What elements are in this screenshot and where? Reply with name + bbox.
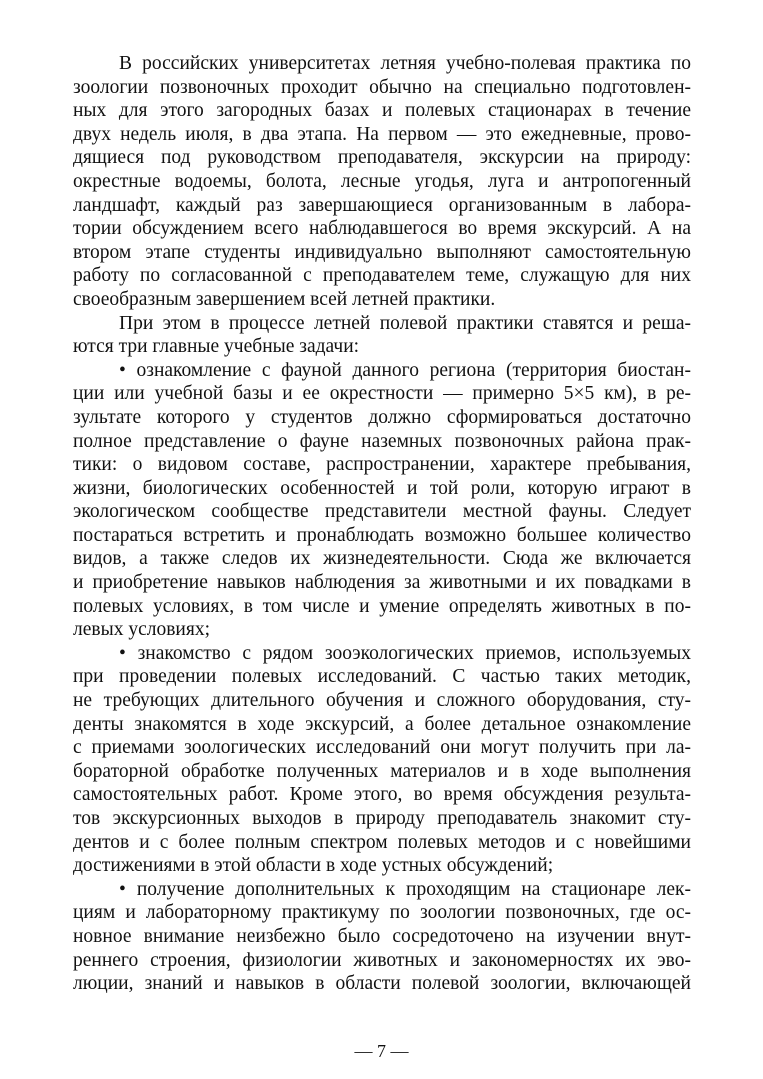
text-line: зультате которого у студентов должно сформироваться достаточно <box>73 406 691 428</box>
paragraph-tasks-intro <box>73 312 691 359</box>
list-item-fauna <box>73 359 691 642</box>
text-line: втором этапе студенты индивидуально выполняют самостоятельную <box>73 241 691 263</box>
page-number: — 7 — <box>354 1041 409 1061</box>
text-line: бораторной обработке полученных материалов и в ходе выполнения <box>73 760 691 782</box>
text-line: реннего строения, физиологии животных и закономерностях их эво- <box>73 949 691 971</box>
text-line: полевых условиях, в том числе и умение определять животных в по- <box>73 595 691 617</box>
page-body <box>73 52 691 996</box>
text-line: • знакомство с рядом зооэкологических приемов, используемых <box>119 642 691 664</box>
text-line: двух недель июля, в два этапа. На первом — это ежедневные, прово- <box>73 123 691 145</box>
text-line: • получение дополнительных к проходящим на стационаре лек- <box>119 878 691 900</box>
text-line: ландшафт, каждый раз завершающиеся организованным в лабора- <box>73 194 691 216</box>
text-line: работу по согласованной с преподавателем теме, служащую для них <box>73 265 691 287</box>
text-line: ных для этого загородных базах и полевых стационарах в течение <box>73 100 691 122</box>
paragraph-intro <box>73 52 691 312</box>
text-line: новное внимание неизбежно было сосредоточено на изучении внут- <box>73 925 691 947</box>
text-line: жизни, биологических особенностей и той роли, которую играют в <box>73 477 691 499</box>
list-item-methods <box>73 642 691 878</box>
text-line: люции, знаний и навыков в области полевой зоологии, включающей <box>73 973 691 995</box>
text-line: полное представление о фауне наземных позвоночных района прак- <box>73 430 691 452</box>
text-line: при проведении полевых исследований. С частью таких методик, <box>73 666 691 688</box>
text-line: • ознакомление с фауной данного региона (территория биостан- <box>119 359 691 381</box>
text-line: При этом в процессе летней полевой практики ставятся и реша- <box>119 312 691 334</box>
text-line: экологическом сообществе представители местной фауны. Следует <box>73 501 691 523</box>
text-line: тории обсуждением всего наблюдавшегося во время экскурсий. А на <box>73 218 691 240</box>
text-line: циям и лабораторному практикуму по зоологии позвоночных, где ос- <box>73 902 691 924</box>
text-line: тики: о видовом составе, распространении, характере пребывания, <box>73 454 691 476</box>
text-line: окрестные водоемы, болота, лесные угодья, луга и антропогенный <box>73 170 691 192</box>
text-line: своеобразным завершением всей летней практики. <box>73 288 496 310</box>
text-line: ются три главные учебные задачи: <box>73 336 360 358</box>
text-line: дентов и с более полным спектром полевых методов и с новейшими <box>73 831 691 853</box>
text-line: левых условиях; <box>73 619 210 641</box>
text-line: зоологии позвоночных проходит обычно на специально подготовлен- <box>73 76 691 98</box>
text-line: ции или учебной базы и ее окрестности — примерно 5×5 км), в ре- <box>73 383 691 405</box>
text-line: денты знакомятся в ходе экскурсий, а более детальное ознакомление <box>73 713 691 735</box>
text-line: постараться встретить и пронаблюдать возможно большее количество <box>73 524 691 546</box>
text-line: видов, а также следов их жизнедеятельности. Сюда же включается <box>73 548 691 570</box>
text-line: с приемами зоологических исследований они могут получить при ла- <box>73 737 691 759</box>
text-line: тов экскурсионных выходов в природу преподаватель знакомит сту- <box>73 808 691 829</box>
text-line: и приобретение навыков наблюдения за животными и их повадками в <box>73 572 691 594</box>
list-item-knowledge <box>73 878 691 996</box>
text-line: дящиеся под руководством преподавателя, экскурсии на природу: <box>73 147 691 169</box>
text-line: В российских университетах летняя учебно-полевая практика по <box>119 53 691 74</box>
text-line: не требующих длительного обучения и сложного оборудования, сту- <box>73 690 691 712</box>
text-line: достижениями в этой области в ходе устных обсуждений; <box>73 855 554 877</box>
text-line: самостоятельных работ. Кроме этого, во время обсуждения результа- <box>73 784 691 806</box>
